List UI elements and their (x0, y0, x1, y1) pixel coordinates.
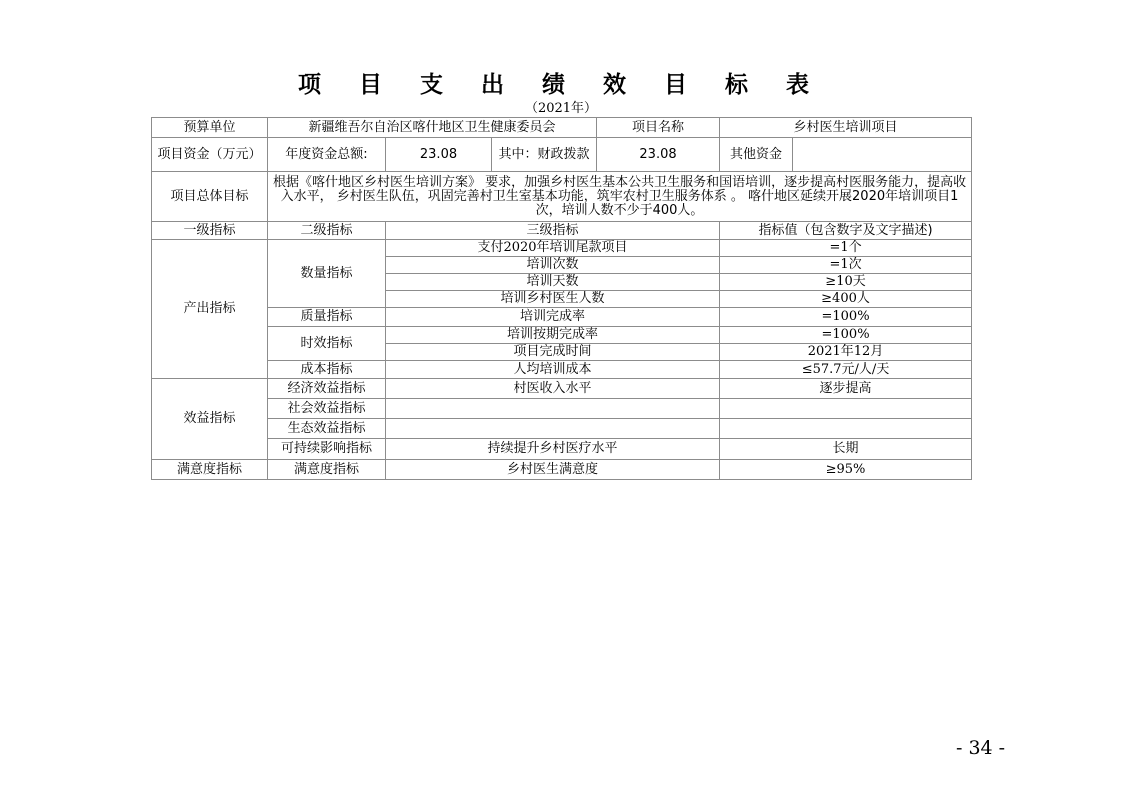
project-name-label: 项目名称 (597, 118, 720, 138)
indicator-name (386, 419, 720, 439)
table-row (152, 240, 972, 257)
social-benefit-label: 社会效益指标 (268, 399, 386, 419)
economic-benefit-label: 经济效益指标 (268, 379, 386, 399)
satisfaction-sub-label: 满意度指标 (268, 460, 386, 480)
level3-header: 三级指标 (386, 222, 720, 240)
overall-goal-label: 项目总体目标 (152, 172, 268, 222)
other-funds-value (793, 138, 972, 172)
benefit-indicator-label: 效益指标 (152, 379, 268, 460)
page-number: - 34 - (956, 737, 1006, 759)
fiscal-label: 其中：财政拨款 (492, 138, 597, 172)
timeliness-indicator-label: 时效指标 (268, 327, 386, 361)
indicator-value: =100% (720, 327, 972, 344)
funds-label: 项目资金（万元） (152, 138, 268, 172)
table-row (152, 439, 972, 460)
table-row (152, 419, 972, 439)
table-row (152, 327, 972, 344)
output-indicator-label: 产出指标 (152, 240, 268, 379)
level1-header: 一级指标 (152, 222, 268, 240)
indicator-value: ≥95% (720, 460, 972, 480)
indicator-value: ≤57.7元/人/天 (720, 361, 972, 379)
performance-target-table (151, 117, 972, 480)
budget-unit-label: 预算单位 (152, 118, 268, 138)
satisfaction-indicator-label: 满意度指标 (152, 460, 268, 480)
table-row (152, 460, 972, 480)
indicator-value: ≥10天 (720, 274, 972, 291)
funds-row (152, 138, 972, 172)
page-title: 项 目 支 出 绩 效 目 标 表 (297, 71, 825, 98)
overall-goal-text: 根据《喀什地区乡村医生培训方案》 要求，加强乡村医生基本公共卫生服务和国语培训，逐步提高村医服务能力，提高收入水平， 乡村医生队伍，巩固完善村卫生室基本功能，筑牢农村卫生服务体系 。 喀什地区延续开展2020年培训项目1次，培训人数不少于400人。 (268, 172, 972, 222)
indicator-name: 村医收入水平 (386, 379, 720, 399)
indicator-value: 长期 (720, 439, 972, 460)
overall-goal-row (152, 172, 972, 222)
sustainable-impact-label: 可持续影响指标 (268, 439, 386, 460)
table-row (152, 379, 972, 399)
level2-header: 二级指标 (268, 222, 386, 240)
year-subtitle: （2021年） (524, 101, 598, 116)
indicator-value: ≥400人 (720, 291, 972, 308)
budget-unit-row (152, 118, 972, 138)
indicator-value: =1次 (720, 257, 972, 274)
indicator-name: 培训天数 (386, 274, 720, 291)
indicator-value (720, 419, 972, 439)
indicator-name: 培训完成率 (386, 308, 720, 327)
table-row (152, 361, 972, 379)
indicator-name: 培训乡村医生人数 (386, 291, 720, 308)
project-name-value: 乡村医生培训项目 (720, 118, 972, 138)
cost-indicator-label: 成本指标 (268, 361, 386, 379)
indicator-value: =1个 (720, 240, 972, 257)
annual-total-label: 年度资金总额: (268, 138, 386, 172)
indicator-name: 人均培训成本 (386, 361, 720, 379)
indicator-name: 持续提升乡村医疗水平 (386, 439, 720, 460)
indicator-value (720, 399, 972, 419)
budget-unit-value: 新疆维吾尔自治区喀什地区卫生健康委员会 (268, 118, 597, 138)
fiscal-value: 23.08 (597, 138, 720, 172)
table-row (152, 308, 972, 327)
indicator-name: 乡村医生满意度 (386, 460, 720, 480)
indicator-value: 逐步提高 (720, 379, 972, 399)
annual-total-value: 23.08 (386, 138, 492, 172)
indicator-name (386, 399, 720, 419)
indicator-name: 支付2020年培训尾款项目 (386, 240, 720, 257)
indicator-value: 2021年12月 (720, 344, 972, 361)
indicator-header-row (152, 222, 972, 240)
other-funds-label: 其他资金 (720, 138, 793, 172)
ecological-benefit-label: 生态效益指标 (268, 419, 386, 439)
quantity-indicator-label: 数量指标 (268, 240, 386, 308)
indicator-name: 培训次数 (386, 257, 720, 274)
indicator-name: 培训按期完成率 (386, 327, 720, 344)
value-header: 指标值（包含数字及文字描述) (720, 222, 972, 240)
quality-indicator-label: 质量指标 (268, 308, 386, 327)
indicator-name: 项目完成时间 (386, 344, 720, 361)
table-row (152, 399, 972, 419)
indicator-value: =100% (720, 308, 972, 327)
